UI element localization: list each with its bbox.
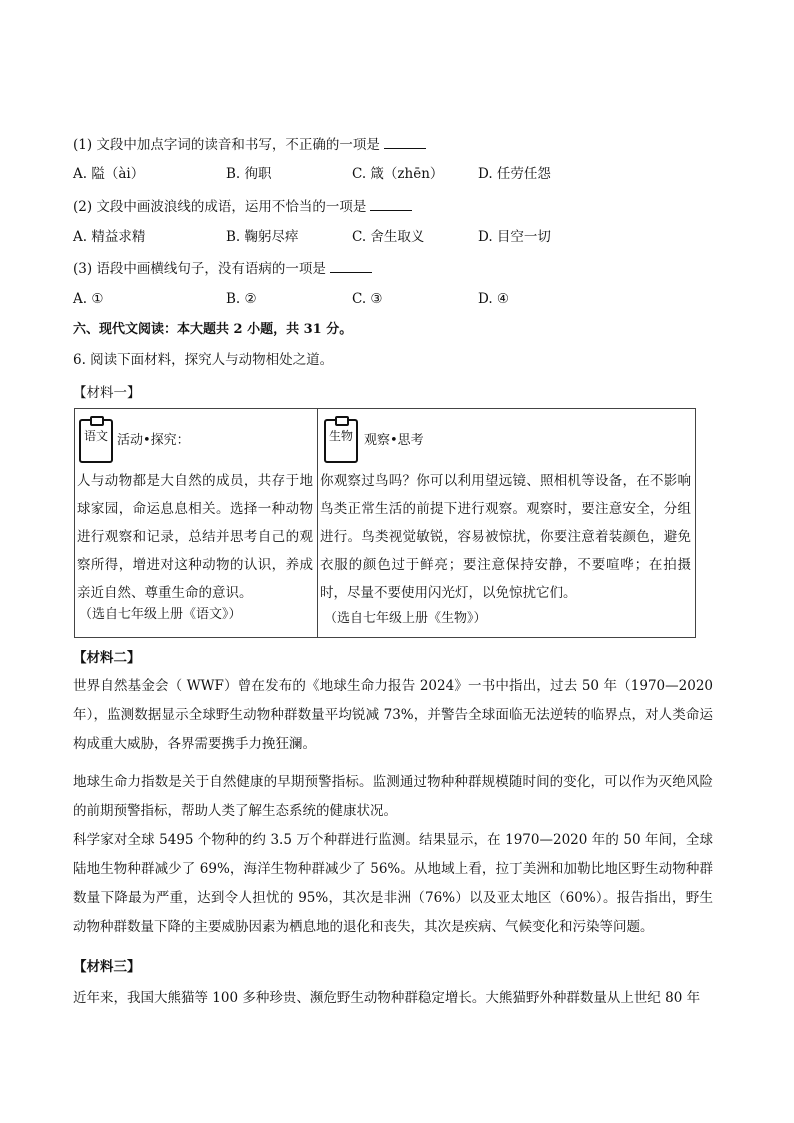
question-2-option-b: B. 鞠躬尽瘁 bbox=[226, 229, 299, 245]
question-2-option-a: A. 精益求精 bbox=[73, 229, 146, 245]
question-2-option-d: D. 目空一切 bbox=[478, 229, 551, 245]
material-2-paragraph-1: 世界自然基金会（ WWF）曾在发布的《地球生命力报告 2024》一书中指出，过去 50 年（1970—2020 年），监测数据显示全球野生动物种群数量平均锐减 73%，并警告全球面临无法逆转的临界点，对人类命运构成重大威胁，各界需要携手力挽狂澜。 bbox=[73, 678, 713, 752]
question-3-option-a: A. ① bbox=[73, 291, 104, 307]
material-1-label: 【材料一】 bbox=[73, 385, 141, 401]
box-source: （选自七年级上册《生物》） bbox=[324, 611, 487, 626]
section-heading: 六、现代文阅读：本大题共 2 小题，共 31 分。 bbox=[73, 322, 353, 337]
question-6-intro: 6. 阅读下面材料，探究人与动物相处之道。 bbox=[73, 352, 334, 368]
box-title: 活动•探究： bbox=[117, 433, 190, 448]
question-3-text: (3) 语段中画横线句子，没有语病的一项是 bbox=[73, 261, 326, 277]
question-3-stem bbox=[73, 259, 372, 279]
biology-textbook-box bbox=[318, 409, 695, 637]
material-3-label: 【材料三】 bbox=[73, 959, 141, 975]
clipboard-icon-label: 语文 bbox=[83, 429, 108, 443]
question-2-option-c: C. 舍生取义 bbox=[352, 229, 425, 245]
box-body: 人与动物都是大自然的成员，共存于地球家园，命运息息相关。选择一种动物进行观察和记录，总结并思考自己的观察所得，增进对这种动物的认识，养成亲近自然、尊重生命的意识。 bbox=[77, 473, 313, 601]
box-title: 观察•思考 bbox=[364, 433, 424, 448]
material-1-table bbox=[74, 408, 696, 638]
question-2-stem bbox=[73, 197, 412, 217]
box-source: （选自七年级上册《语文》） bbox=[79, 607, 242, 622]
question-1-text: (1) 文段中加点字词的读音和书写，不正确的一项是 bbox=[73, 137, 380, 153]
question-1-stem bbox=[73, 135, 426, 155]
box-body: 你观察过鸟吗？你可以利用望远镜、照相机等设备，在不影响鸟类正常生活的前提下进行观察。观察时，要注意安全，分组进行。鸟类视觉敏锐，容易被惊扰，你要注意着装颜色，避免衣服的颜色过于鲜亮；要注意保持安静，不要喧哗；在拍摄时，尽量不要使用闪光灯，以免惊扰它们。 bbox=[320, 473, 691, 601]
answer-blank bbox=[330, 260, 372, 273]
material-3-paragraph-1: 近年来，我国大熊猫等 100 多种珍贵、濒危野生动物种群稳定增长。大熊猫野外种群数量从上世纪 80 年 bbox=[73, 990, 701, 1006]
material-2-paragraph-2: 地球生命力指数是关于自然健康的早期预警指标。监测通过物种种群规模随时间的变化，可以作为灭绝风险的前期预警指标，帮助人类了解生态系统的健康状况。 bbox=[73, 774, 713, 819]
question-3-option-d: D. ④ bbox=[478, 291, 510, 307]
answer-blank bbox=[384, 136, 426, 149]
question-1-option-d: D. 任劳任怨 bbox=[478, 166, 551, 182]
answer-blank bbox=[370, 198, 412, 211]
clipboard-icon bbox=[79, 419, 113, 463]
chinese-textbook-box bbox=[75, 409, 318, 637]
material-2-paragraph-3: 科学家对全球 5495 个物种的约 3.5 万个种群进行监测。结果显示，在 1970—2020 年的 50 年间，全球陆地生物种群减少了 69%，海洋生物种群减少了 56%。从地域上看，拉丁美洲和加勒比地区野生动物种群数量下降最为严重，达到令人担忧的 95%，其次是非洲（76%）以及亚太地区（60%）。报告指出，野生动物种群数量下降的主要威胁因素为栖息地的退化和丧失，其次是疾病、气候变化和污染等问题。 bbox=[73, 832, 713, 935]
question-3-option-b: B. ② bbox=[226, 291, 257, 307]
question-1-option-c: C. 箴（zhēn） bbox=[352, 166, 444, 182]
question-2-text: (2) 文段中画波浪线的成语，运用不恰当的一项是 bbox=[73, 199, 367, 215]
material-2-label: 【材料二】 bbox=[73, 650, 141, 666]
question-1-option-b: B. 徇职 bbox=[226, 166, 272, 182]
clipboard-icon-label: 生物 bbox=[328, 429, 353, 443]
question-1-option-a: A. 隘（ài） bbox=[73, 166, 145, 182]
question-3-option-c: C. ③ bbox=[352, 291, 383, 307]
clipboard-icon bbox=[324, 419, 358, 463]
